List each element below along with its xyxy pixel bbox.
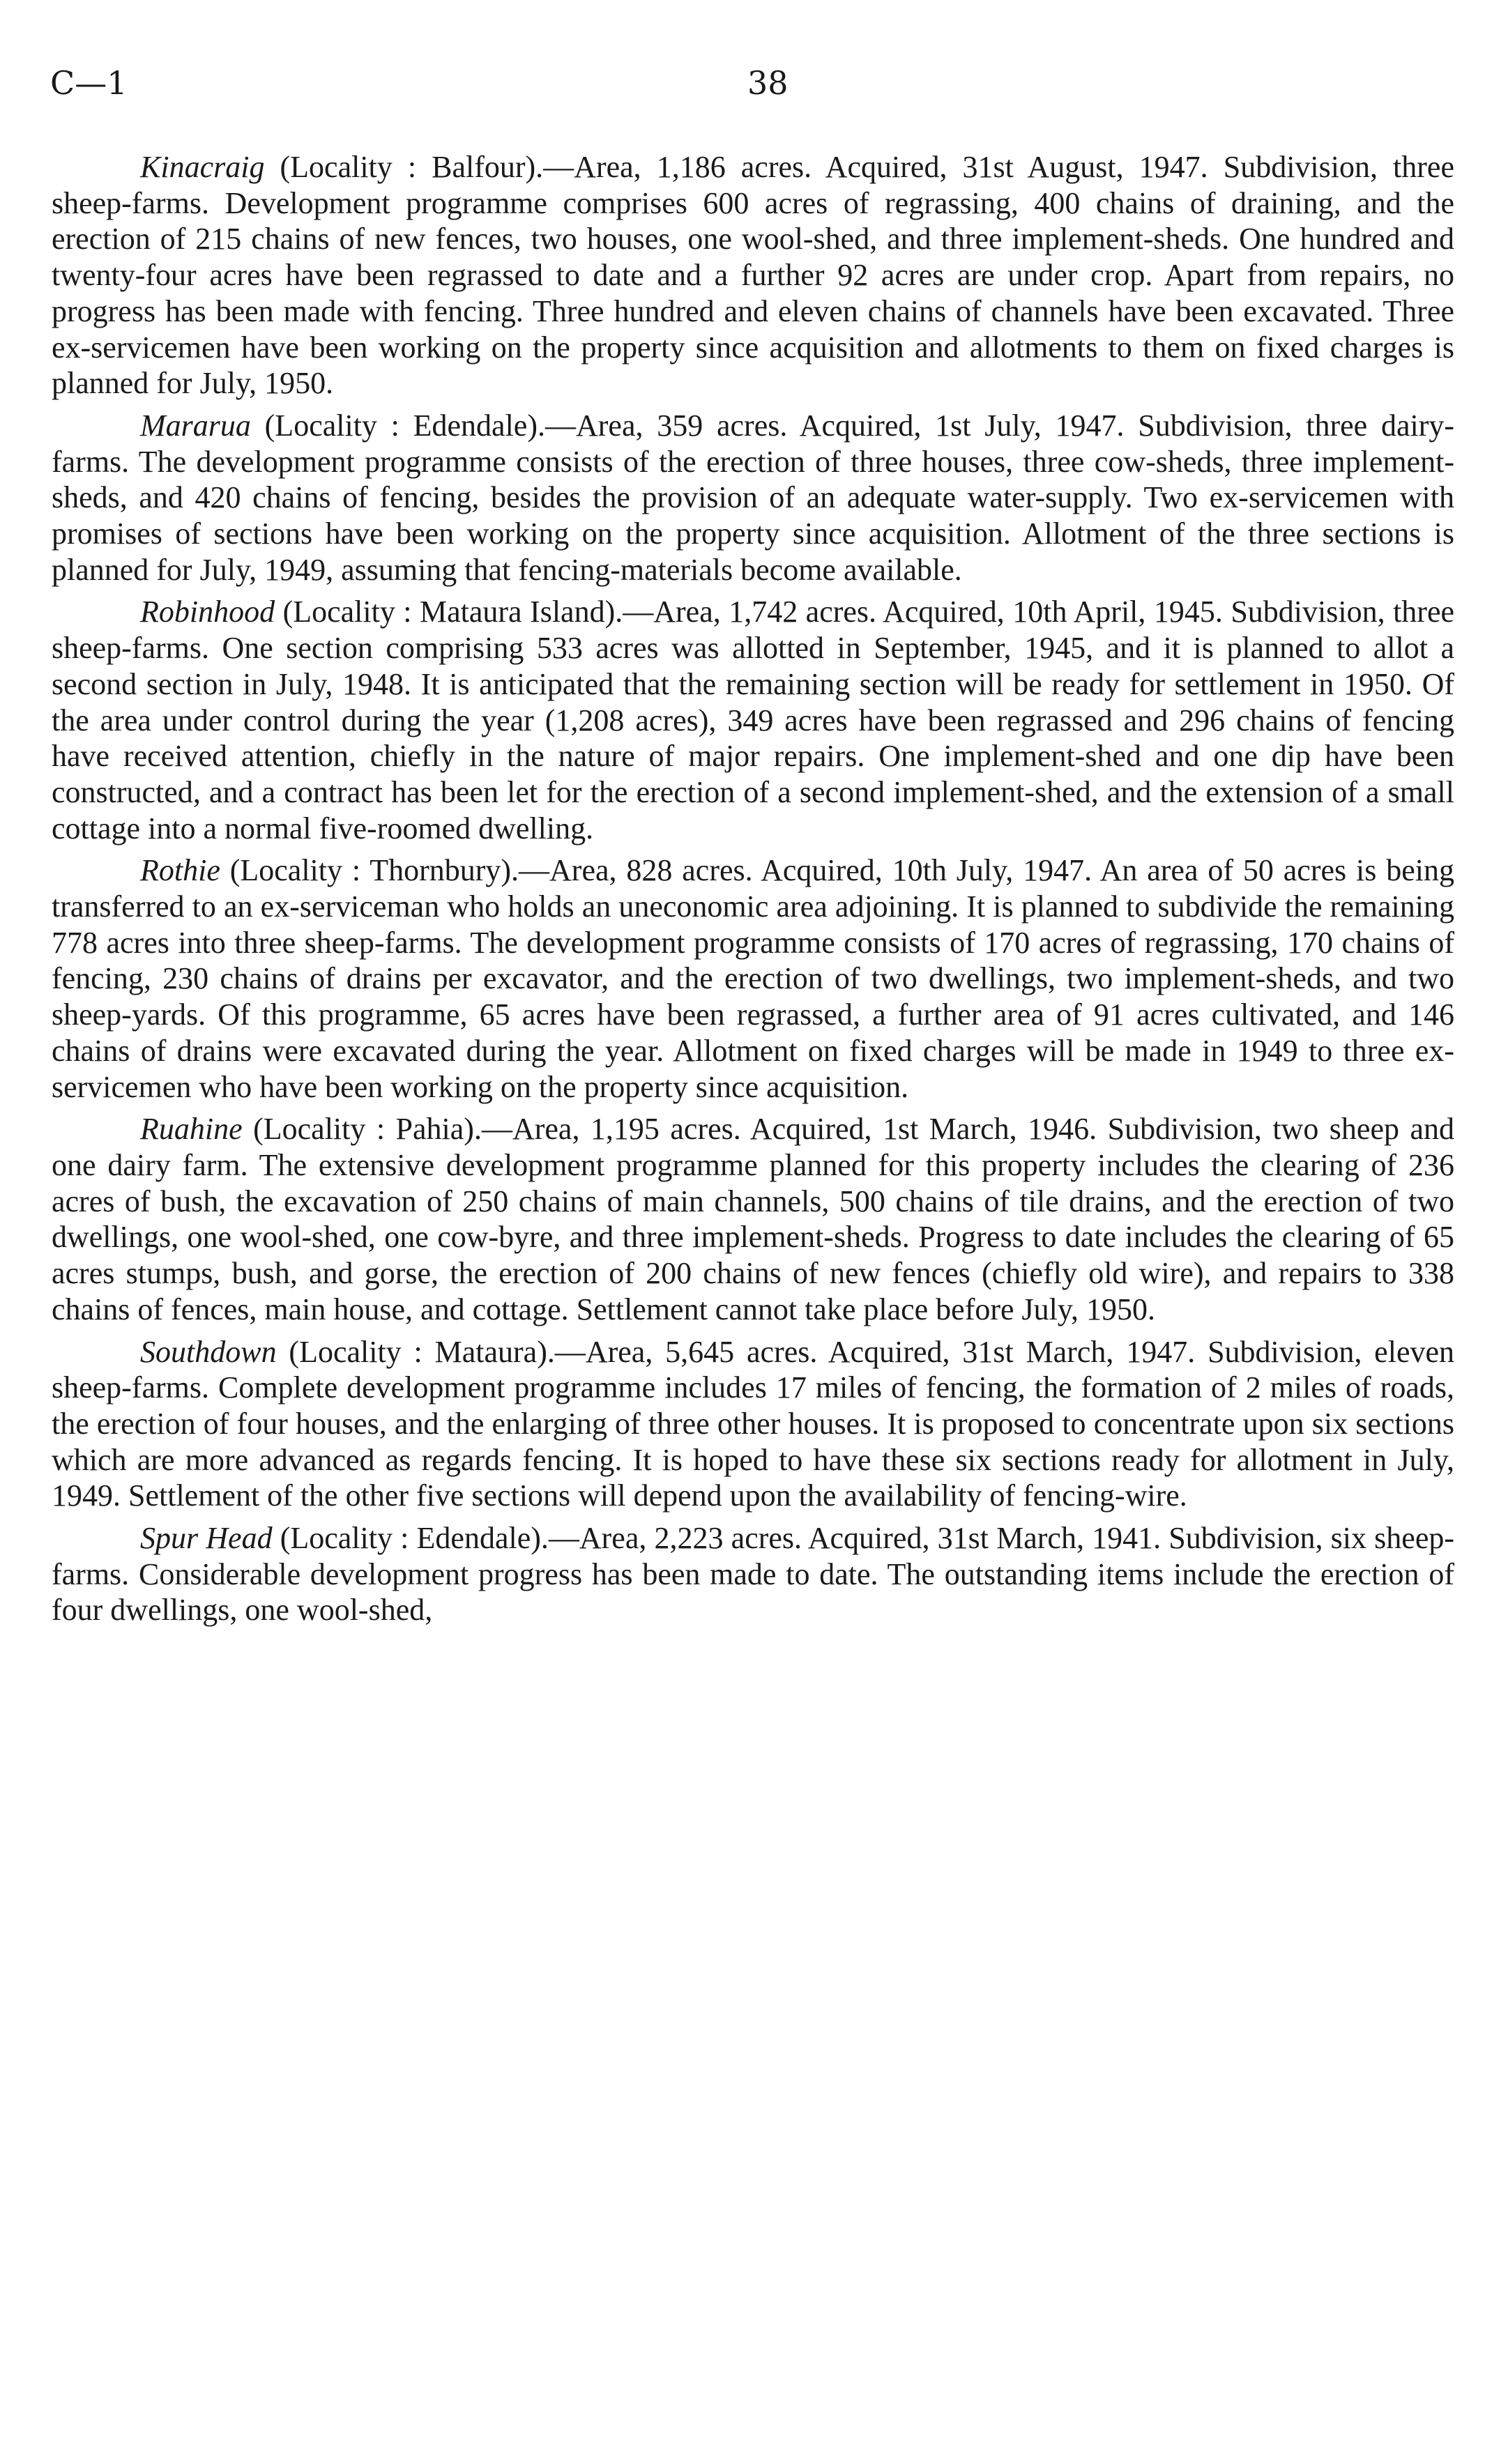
property-name: Ruahine bbox=[140, 1112, 243, 1147]
paragraph-text: (Locality : Mataura Island).—Area, 1,742 acres. Acquired, 10th April, 1945. Subdivision, three sheep-farms. One section comprising 533 acres was allotted in September, 1945, and it is planned to allot a second section in July, 1948. It is anticipated that the remaining section will be ready for settlement in 1950. Of the area under control during the year (1,208 acres), 349 acres have been regrassed and 296 chains of fencing have received attention, chiefly in the nature of major repairs. One implement-shed and one dip have been constructed, and a contract has been let for the erection of a second implement-shed, and the extension of a small cottage into a normal five-roomed dwelling. bbox=[52, 595, 1454, 845]
document-reference: C—1 bbox=[50, 64, 128, 102]
paragraph-spur-head bbox=[52, 1520, 1454, 1628]
property-name: Southdown bbox=[140, 1334, 277, 1369]
paragraph-rothie bbox=[52, 852, 1454, 1105]
paragraph-text: (Locality : Edendale).—Area, 359 acres. Acquired, 1st July, 1947. Subdivision, three dairy-farms. The development programme consists of the erection of three houses, three cow-sheds, three implement-sheds, and 420 chains of fencing, besides the provision of an adequate water-supply. Two ex-servicemen with promises of sections have been working on the property since acquisition. Allotment of the three sections is planned for July, 1949, assuming that fencing-materials become available. bbox=[52, 408, 1454, 587]
paragraph-text: (Locality : Edendale).—Area, 2,223 acres. Acquired, 31st March, 1941. Subdivision, six sheep-farms. Considerable development progress has been made to date. The outstanding items include the erection of four dwellings, one wool-shed, bbox=[52, 1521, 1455, 1628]
property-name: Robinhood bbox=[140, 595, 275, 629]
property-name: Rothie bbox=[140, 853, 220, 888]
paragraph-text: (Locality : Balfour).—Area, 1,186 acres. Acquired, 31st August, 1947. Subdivision, three sheep-farms. Development programme comprises 600 acres of regrassing, 400 chains of draining, and the erection of 215 chains of new fences, two houses, one wool-shed, and three implement-sheds. One hundred and twenty-four acres have been regrassed to date and a further 92 acres are under crop. Apart from repairs, no progress has been made with fencing. Three hundred and eleven chains of channels have been excavated. Three ex-servicemen have been working on the property since acquisition and allotments to them on fixed charges is planned for July, 1950. bbox=[52, 150, 1454, 401]
paragraph-robinhood bbox=[52, 594, 1454, 846]
paragraph-southdown bbox=[52, 1334, 1454, 1515]
property-name: Mararua bbox=[140, 408, 251, 443]
property-name: Kinacraig bbox=[140, 150, 265, 184]
page-header bbox=[50, 64, 1459, 113]
paragraph-text: (Locality : Pahia).—Area, 1,195 acres. Acquired, 1st March, 1946. Subdivision, two sheep and one dairy farm. The extensive development programme planned for this property includes the clearing of 236 acres of bush, the excavation of 250 chains of main channels, 500 chains of tile drains, and the erection of two dwellings, one wool-shed, one cow-byre, and three implement-sheds. Progress to date includes the clearing of 65 acres stumps, bush, and gorse, the erection of 200 chains of new fences (chiefly old wire), and repairs to 338 chains of fences, main house, and cottage. Settlement cannot take place before July, 1950. bbox=[52, 1112, 1454, 1326]
page-number: 38 bbox=[747, 64, 789, 102]
paragraph-text: (Locality : Thornbury).—Area, 828 acres. Acquired, 10th July, 1947. An area of 50 acres is being transferred to an ex-serviceman who holds an uneconomic area adjoining. It is planned to subdivide the remaining 778 acres into three sheep-farms. The development programme consists of 170 acres of regrassing, 170 chains of fencing, 230 chains of drains per excavator, and the erection of two dwellings, two implement-sheds, and two sheep-yards. Of this programme, 65 acres have been regrassed, a further area of 91 acres cultivated, and 146 chains of drains were excavated during the year. Allotment on fixed charges will be made in 1949 to three ex-servicemen who have been working on the property since acquisition. bbox=[52, 853, 1454, 1104]
property-name: Spur Head bbox=[140, 1521, 273, 1556]
paragraph-text: (Locality : Mataura).—Area, 5,645 acres. Acquired, 31st March, 1947. Subdivision, eleven sheep-farms. Complete development programme includes 17 miles of fencing, the formation of 2 miles of roads, the erection of four houses, and the enlarging of three other houses. It is proposed to concentrate upon six sections which are more advanced as regards fencing. It is hoped to have these six sections ready for allotment in July, 1949. Settlement of the other five sections will depend upon the availability of fencing-wire. bbox=[52, 1334, 1454, 1513]
paragraph-kinacraig bbox=[52, 149, 1454, 401]
paragraph-ruahine bbox=[52, 1111, 1454, 1327]
paragraph-mararua bbox=[52, 408, 1454, 588]
document-body bbox=[52, 149, 1454, 1635]
